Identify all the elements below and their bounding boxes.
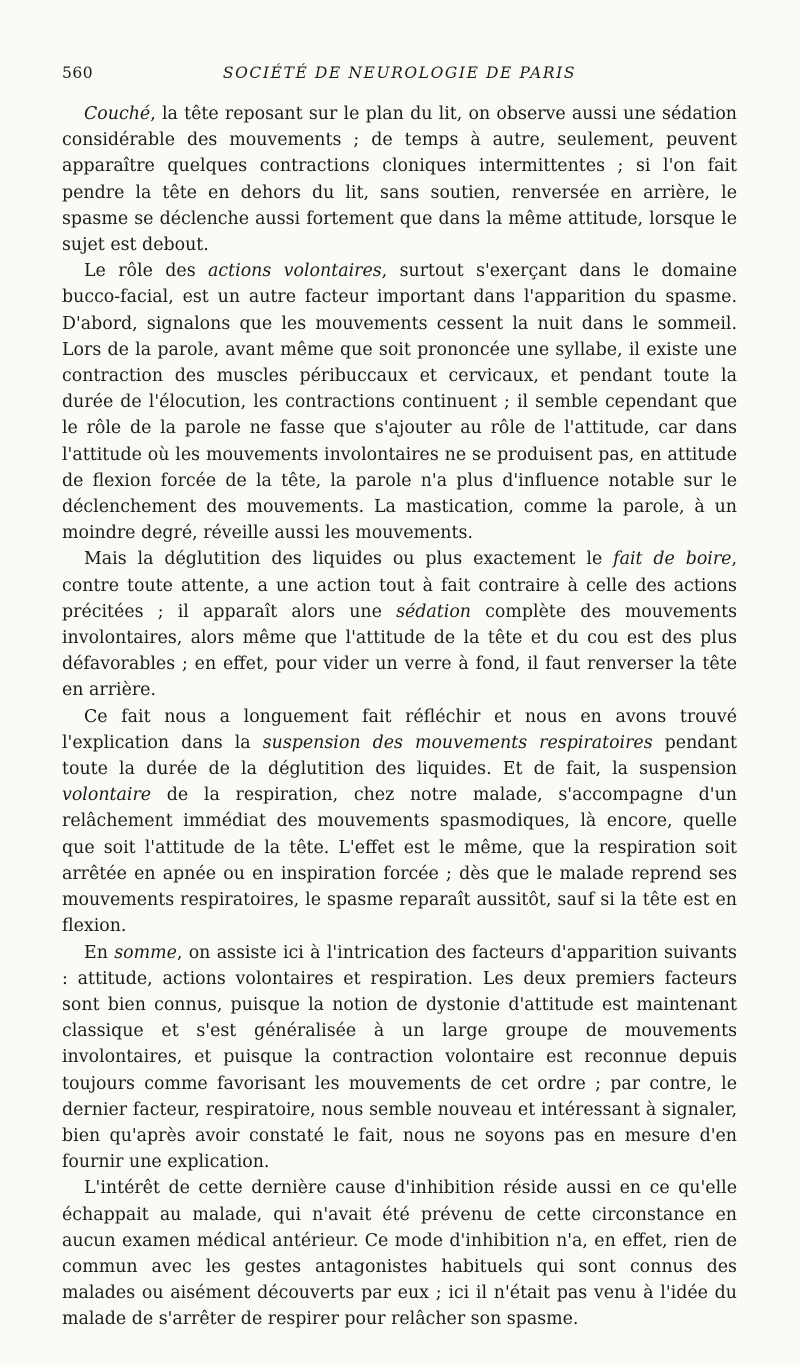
text-segment: Le rôle des — [84, 261, 209, 282]
paragraph — [62, 940, 737, 1176]
page-header — [62, 64, 737, 86]
paragraph — [62, 258, 737, 546]
paragraph — [62, 101, 737, 258]
text-segment-italic: fait de boire — [613, 549, 732, 570]
text-segment: pendant toute la durée de la déglutition des liquides. Et de fait, la suspension — [62, 732, 737, 780]
text-segment: complète des mouvements involontaires, alors même que l'attitude de la tête et du cou est des plus défavorables ; en effet, pour vider un verre à fond, il faut renverser la tête en arrière. — [62, 601, 737, 701]
text-segment: , la tête reposant sur le plan du lit, on observe aussi une sédation considérable des mouvements ; de temps à autre, seulement, peuvent apparaître quelques contractions cloniques intermittentes ; si l'on fait pendre la tête en dehors du lit, sans soutien, renversée en arrière, le spasme se déclenche aussi fortement que dans la même attitude, lorsque le sujet est debout. — [62, 104, 737, 256]
text-segment-italic: somme — [114, 942, 177, 963]
text-segment-italic: sédation — [396, 601, 472, 622]
body-text — [62, 101, 737, 1333]
text-segment: , contre toute attente, a une action tout à fait contraire à celle des actions précitées ; il apparaît alors une — [62, 549, 738, 622]
text-segment-italic: suspension des mouvements respiratoires — [262, 732, 653, 753]
text-segment: En — [84, 942, 115, 963]
paragraph — [62, 546, 737, 703]
text-segment: , surtout s'exerçant dans le domaine bucco-facial, est un autre facteur important dans l'apparition du spasme. D'abord, signalons que les mouvements cessent la nuit dans le sommeil. Lors de la parole, avant même que soit prononcée une syllabe, il existe une contraction des muscles péribuccaux et cervicaux, et pendant toute la durée de l'élocution, les contractions continuent ; il semble cependant que le rôle de la parole ne fasse que s'ajouter au rôle de l'attitude, car dans l'attitude où les mouvements involontaires ne se produisent pas, en attitude de flexion forcée de la tête, la parole n'a plus d'influence notable sur le déclenchement des mouvements. La mastication, comme la parole, à un moindre degré, réveille aussi les mouvements. — [62, 261, 737, 544]
text-segment-italic: actions volontaires — [208, 261, 382, 282]
text-segment: L'intérêt de cette dernière cause d'inhibition réside aussi en ce qu'elle échappait au malade, qui n'avait été prévenu de cette circonstance en aucun examen médical antérieur. Ce mode d'inhibition n'a, en effet, rien de commun avec les gestes antagonistes habituels qui sont connus des malades ou aisément découverts par eux ; ici il n'était pas venu à l'idée du malade de s'arrêter de respirer pour relâcher son spasme. — [62, 1178, 737, 1330]
text-segment: de la respiration, chez notre malade, s'accompagne d'un relâchement immédiat des mouvements spasmodiques, là encore, quelle que soit l'attitude de la tête. L'effet est le même, que la respiration soit arrêtée en apnée ou en inspiration forcée ; dès que le malade reprend ses mouvements respiratoires, le spasme reparaît aussitôt, sauf si la tête est en flexion. — [62, 785, 737, 937]
text-segment-italic: volontaire — [62, 785, 152, 806]
text-segment: Ce fait nous a longuement fait réfléchir et nous en avons trouvé l'explication dans la — [62, 706, 737, 753]
running-title: SOCIÉTÉ DE NEUROLOGIE DE PARIS — [222, 64, 577, 82]
text-segment: Mais la déglutition des liquides ou plus exactement le — [84, 549, 614, 570]
page-number: 560 — [62, 64, 94, 82]
text-segment: , on assiste ici à l'intrication des facteurs d'apparition suivants : attitude, actions volontaires et respiration. Les deux premiers facteurs sont bien connus, puisque la notion de dystonie d'attitude est maintenant classique et s'est généralisée à un large groupe de mouvements involontaires, et puisque la contraction volontaire est reconnue depuis toujours comme favorisant les mouvements de cet ordre ; par contre, le dernier facteur, respiratoire, nous semble nouveau et intéressant à signaler, bien qu'après avoir constaté le fait, nous ne soyons pas en mesure d'en fournir une explication. — [62, 942, 737, 1173]
paragraph — [62, 1175, 737, 1332]
paragraph — [62, 704, 737, 940]
text-segment-italic: Couché — [84, 104, 151, 124]
